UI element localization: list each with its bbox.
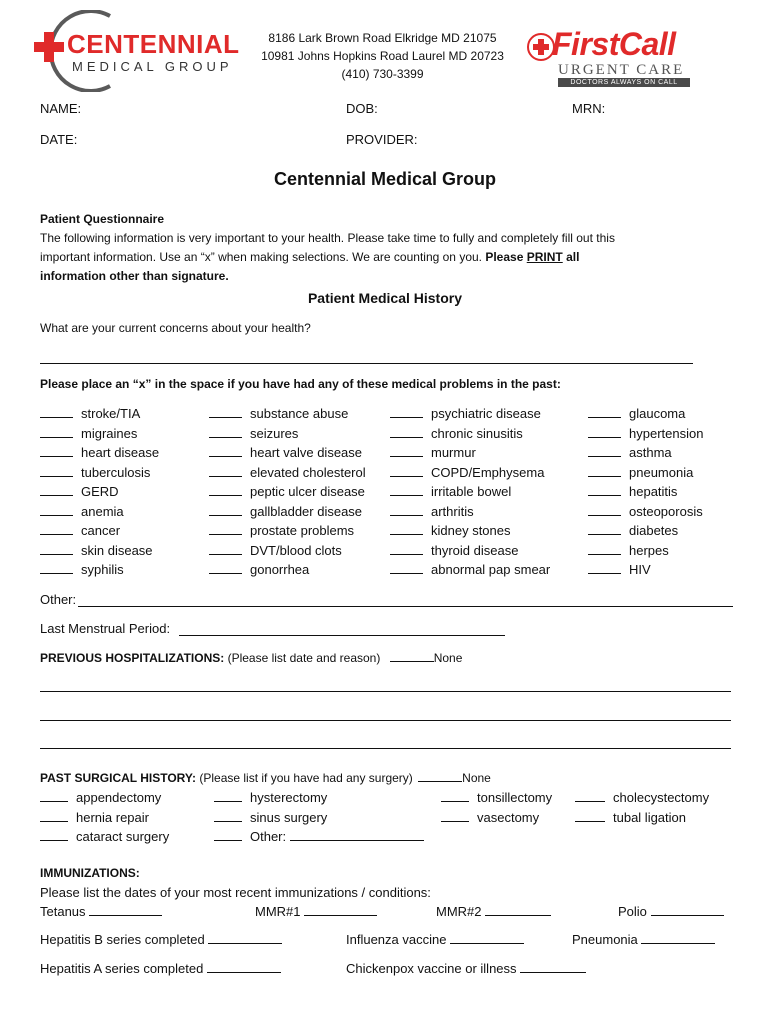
condition-label: substance abuse [250,406,349,421]
condition-label: peptic ulcer disease [250,484,365,499]
surgery-item[interactable] [214,828,424,848]
surgery-label: tubal ligation [613,809,686,825]
condition-label: skin disease [81,542,153,558]
lmp-answer-line[interactable] [179,635,505,636]
surgery-label: cataract surgery [76,829,170,844]
surgery-checkbox[interactable] [40,810,68,822]
questionnaire-line-3: information other than signature. [40,269,229,283]
centennial-logo-line1: CENTENNIAL [67,29,240,59]
questionnaire-print: PRINT [526,250,563,264]
polio-row [618,904,724,920]
centennial-logo [30,10,245,92]
condition-item[interactable] [390,444,550,464]
surgery-item[interactable] [575,789,709,809]
condition-item[interactable] [390,522,550,542]
condition-label: pneumonia [629,464,694,480]
surgery-label: tonsillectomy [477,790,553,805]
condition-label: hepatitis [629,484,678,499]
name-label: NAME: [40,101,82,116]
condition-item[interactable] [588,425,703,445]
firstcall-logo-subtitle: URGENT CARE [558,62,685,78]
condition-checkbox[interactable] [40,465,73,477]
condition-label: heart disease [81,445,160,460]
concerns-answer-line[interactable] [40,363,693,364]
condition-label: COPD/Emphysema [431,464,545,480]
condition-checkbox[interactable] [390,504,423,516]
questionnaire-line-1: The following information is very important to your health. Please take time to fully and completely fill out this [40,231,615,245]
condition-item[interactable] [588,444,703,464]
condition-label: HIV [629,562,651,577]
condition-checkbox[interactable] [209,562,242,574]
date-label: DATE: [40,132,78,147]
surgery-column-2 [214,789,424,848]
surgery-other-line[interactable] [290,829,424,841]
page-title: Centennial Medical Group [273,169,497,189]
condition-label: prostate problems [250,523,355,538]
lmp-label: Last Menstrual Period: [40,621,171,636]
condition-checkbox[interactable] [209,406,242,418]
surgical-note: (Please list if you have had any surgery) [199,771,413,785]
tetanus-row [40,904,162,920]
polio-date-field[interactable] [651,904,724,916]
history-heading: Patient Medical History [307,290,463,306]
condition-checkbox[interactable] [390,543,423,555]
condition-checkbox[interactable] [40,484,73,496]
condition-checkbox[interactable] [588,426,621,438]
surgery-item[interactable] [441,789,552,809]
condition-checkbox[interactable] [588,484,621,496]
condition-label: kidney stones [431,523,511,538]
tetanus-label: Tetanus [40,904,86,919]
condition-item[interactable] [209,483,366,503]
condition-item[interactable] [209,503,366,523]
condition-label: abnormal pap smear [431,562,551,577]
surgery-checkbox[interactable] [441,790,469,802]
surgery-item[interactable] [575,809,709,829]
condition-label: stroke/TIA [81,406,141,421]
conditions-column-1 [40,405,159,581]
surgery-item[interactable] [40,809,169,829]
condition-item[interactable] [390,483,550,503]
address-block [250,29,515,83]
condition-label: psychiatric disease [431,406,541,421]
mmr1-row [255,904,377,920]
condition-item[interactable] [40,522,159,542]
firstcall-logo-tagline: DOCTORS ALWAYS ON CALL [558,78,690,87]
condition-checkbox[interactable] [40,562,73,574]
condition-item[interactable] [209,542,366,562]
hospitalizations-none-label: None [433,651,463,665]
condition-checkbox[interactable] [588,562,621,574]
centennial-logo-line2: MEDICAL GROUP [72,59,233,74]
condition-checkbox[interactable] [588,523,621,535]
surgery-label: hernia repair [76,809,149,825]
pneumonia-row [572,932,715,948]
surgery-label: cholecystectomy [613,790,710,805]
condition-item[interactable] [588,483,703,503]
address-line-2: 10981 Johns Hopkins Road Laurel MD 20723 [261,49,504,63]
condition-checkbox[interactable] [588,465,621,477]
hospitalizations-line-1[interactable] [40,691,731,692]
condition-checkbox[interactable] [40,504,73,516]
condition-checkbox[interactable] [390,426,423,438]
condition-item[interactable] [40,405,159,425]
surgery-item[interactable] [214,789,424,809]
surgery-checkbox[interactable] [40,829,68,841]
surgery-checkbox[interactable] [214,790,242,802]
condition-item[interactable] [209,561,366,581]
condition-label: chronic sinusitis [431,425,523,441]
surgery-checkbox[interactable] [40,790,68,802]
questionnaire-line-2 [40,250,579,265]
questionnaire-all: all [566,250,580,264]
surgery-item[interactable] [40,789,169,809]
mmr1-date-field[interactable] [304,904,377,916]
immunizations-label: IMMUNIZATIONS: [40,866,140,880]
surgery-checkbox[interactable] [214,829,242,841]
condition-checkbox[interactable] [588,445,621,457]
condition-item[interactable] [40,542,159,562]
condition-label: irritable bowel [431,484,512,499]
condition-checkbox[interactable] [40,445,73,457]
influenza-label: Influenza vaccine [346,932,447,947]
condition-item[interactable] [588,522,703,542]
tetanus-date-field[interactable] [89,904,162,916]
conditions-column-4 [588,405,703,581]
condition-checkbox[interactable] [209,523,242,535]
condition-label: DVT/blood clots [250,542,342,558]
condition-item[interactable] [40,425,159,445]
condition-item[interactable] [209,405,366,425]
conditions-column-3 [390,405,550,581]
condition-item[interactable] [588,405,703,425]
hospitalizations-label: PREVIOUS HOSPITALIZATIONS: [40,651,225,665]
condition-item[interactable] [390,542,550,562]
immunizations-instruction: Please list the dates of your most recent immunizations / conditions: [40,885,431,900]
mmr2-date-field[interactable] [485,904,551,916]
mrn-label: MRN: [572,101,606,116]
condition-checkbox[interactable] [390,562,423,574]
chickenpox-row [346,961,586,977]
surgical-row [40,770,491,786]
provider-label: PROVIDER: [346,132,418,147]
questionnaire-line-2-text: important information. Use an “x” when making selections. We are counting on you. [40,250,482,264]
condition-checkbox[interactable] [588,543,621,555]
mmr2-label: MMR#2 [436,904,482,919]
hospitalizations-row [40,650,462,666]
condition-item[interactable] [209,444,366,464]
condition-checkbox[interactable] [209,504,242,516]
condition-checkbox[interactable] [390,465,423,477]
condition-label: glaucoma [629,406,686,421]
condition-label: seizures [250,425,299,441]
condition-checkbox[interactable] [209,426,242,438]
condition-item[interactable] [40,444,159,464]
surgery-label: vasectomy [477,809,540,825]
condition-label: hypertension [629,425,704,441]
surgery-checkbox[interactable] [214,810,242,822]
surgery-column-3 [441,789,552,828]
mmr1-label: MMR#1 [255,904,301,919]
surgery-label: sinus surgery [250,809,328,825]
conditions-instruction: Please place an “x” in the space if you have had any of these medical problems in the past: [40,377,561,391]
condition-item[interactable] [588,561,703,581]
condition-label: arthritis [431,503,474,519]
condition-label: GERD [81,484,119,499]
condition-label: osteoporosis [629,503,703,519]
surgery-checkbox[interactable] [441,810,469,822]
condition-item[interactable] [390,503,550,523]
condition-label: gonorrhea [250,562,310,577]
condition-item[interactable] [390,561,550,581]
condition-checkbox[interactable] [40,406,73,418]
condition-checkbox[interactable] [40,426,73,438]
surgery-checkbox[interactable] [575,810,605,822]
condition-label: tuberculosis [81,464,151,480]
condition-label: gallbladder disease [250,503,363,519]
condition-item[interactable] [588,542,703,562]
condition-item[interactable] [588,464,703,484]
condition-label: migraines [81,425,138,441]
dob-label: DOB: [346,101,378,116]
surgical-label: PAST SURGICAL HISTORY: [40,771,197,785]
condition-checkbox[interactable] [390,406,423,418]
condition-checkbox[interactable] [40,543,73,555]
hospitalizations-line-3[interactable] [40,748,731,749]
surgery-column-4 [575,789,709,828]
hepa-row [40,961,281,977]
pneumonia-label: Pneumonia [572,932,638,947]
condition-item[interactable] [40,464,159,484]
condition-checkbox[interactable] [390,523,423,535]
surgery-column-1 [40,789,169,848]
surgery-item[interactable] [214,809,424,829]
hospitalizations-line-2[interactable] [40,720,731,721]
hepb-label: Hepatitis B series completed [40,932,205,947]
hepa-label: Hepatitis A series completed [40,961,204,976]
mmr2-row [436,904,551,920]
hospitalizations-note: (Please list date and reason) [227,651,381,665]
condition-item[interactable] [209,464,366,484]
condition-item[interactable] [40,561,159,581]
condition-item[interactable] [390,464,550,484]
condition-item[interactable] [40,483,159,503]
influenza-row [346,932,524,948]
condition-checkbox[interactable] [209,484,242,496]
condition-label: syphilis [81,562,124,577]
condition-checkbox[interactable] [390,445,423,457]
condition-item[interactable] [40,503,159,523]
surgery-label: hysterectomy [250,790,328,805]
chickenpox-label: Chickenpox vaccine or illness [346,961,517,976]
conditions-column-2 [209,405,366,581]
hepb-row [40,932,282,948]
hepb-date-field[interactable] [208,932,282,944]
condition-label: heart valve disease [250,445,363,460]
influenza-date-field[interactable] [450,932,524,944]
condition-label: cancer [81,523,121,538]
condition-label: diabetes [629,523,679,538]
surgery-label: appendectomy [76,790,162,805]
surgical-none-checkbox[interactable] [418,770,462,782]
firstcall-logo-name: FirstCall [552,26,676,62]
hepa-date-field[interactable] [207,961,281,973]
condition-checkbox[interactable] [588,504,621,516]
address-line-1: 8186 Lark Brown Road Elkridge MD 21075 [268,31,497,45]
other-answer-line[interactable] [78,606,733,607]
surgery-label: Other: [250,829,287,844]
condition-checkbox[interactable] [40,523,73,535]
condition-checkbox[interactable] [588,406,621,418]
condition-checkbox[interactable] [390,484,423,496]
surgical-none-label: None [462,771,491,785]
surgery-checkbox[interactable] [575,790,605,802]
surgery-item[interactable] [40,828,169,848]
condition-checkbox[interactable] [209,445,242,457]
condition-label: asthma [629,445,672,460]
condition-label: murmur [431,445,476,460]
condition-item[interactable] [390,405,550,425]
condition-label: thyroid disease [431,542,519,558]
polio-label: Polio [618,904,647,919]
pneumonia-date-field[interactable] [641,932,715,944]
condition-label: elevated cholesterol [250,464,366,480]
questionnaire-heading: Patient Questionnaire [40,212,165,226]
condition-label: herpes [629,542,669,558]
surgery-item[interactable] [441,809,552,829]
hospitalizations-none-checkbox[interactable] [390,650,434,662]
questionnaire-please: Please [485,250,524,264]
condition-item[interactable] [209,522,366,542]
condition-item[interactable] [390,425,550,445]
condition-item[interactable] [588,503,703,523]
condition-item[interactable] [209,425,366,445]
condition-label: anemia [81,503,124,519]
other-label: Other: [40,592,77,607]
phone-number: (410) 730-3399 [341,67,424,81]
condition-checkbox[interactable] [209,543,242,555]
concerns-question: What are your current concerns about your health? [40,321,311,335]
firstcall-logo [526,26,696,90]
condition-checkbox[interactable] [209,465,242,477]
chickenpox-date-field[interactable] [520,961,586,973]
